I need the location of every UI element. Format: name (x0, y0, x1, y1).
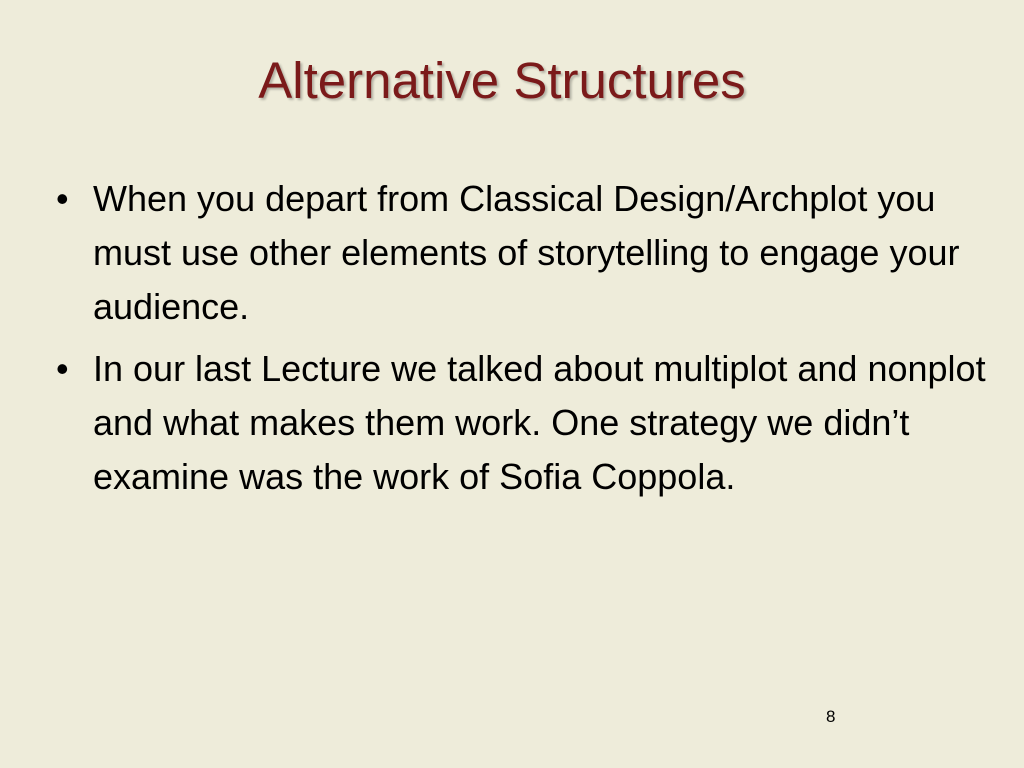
bullet-text: When you depart from Classical Design/Archplot you must use other elements of storytelling to engage your audience. (93, 178, 960, 327)
bullet-icon: • (56, 348, 69, 389)
page-number: 8 (826, 707, 836, 726)
bullet-list (50, 172, 990, 512)
bullet-item (50, 342, 990, 504)
bullet-text: In our last Lecture we talked about multiplot and nonplot and what makes them work. One strategy we didn’t examine was the work of Sofia Coppola. (93, 348, 986, 497)
bullet-item (50, 172, 990, 334)
bullet-icon: • (56, 178, 69, 219)
slide-title: Alternative Structures (258, 52, 746, 109)
